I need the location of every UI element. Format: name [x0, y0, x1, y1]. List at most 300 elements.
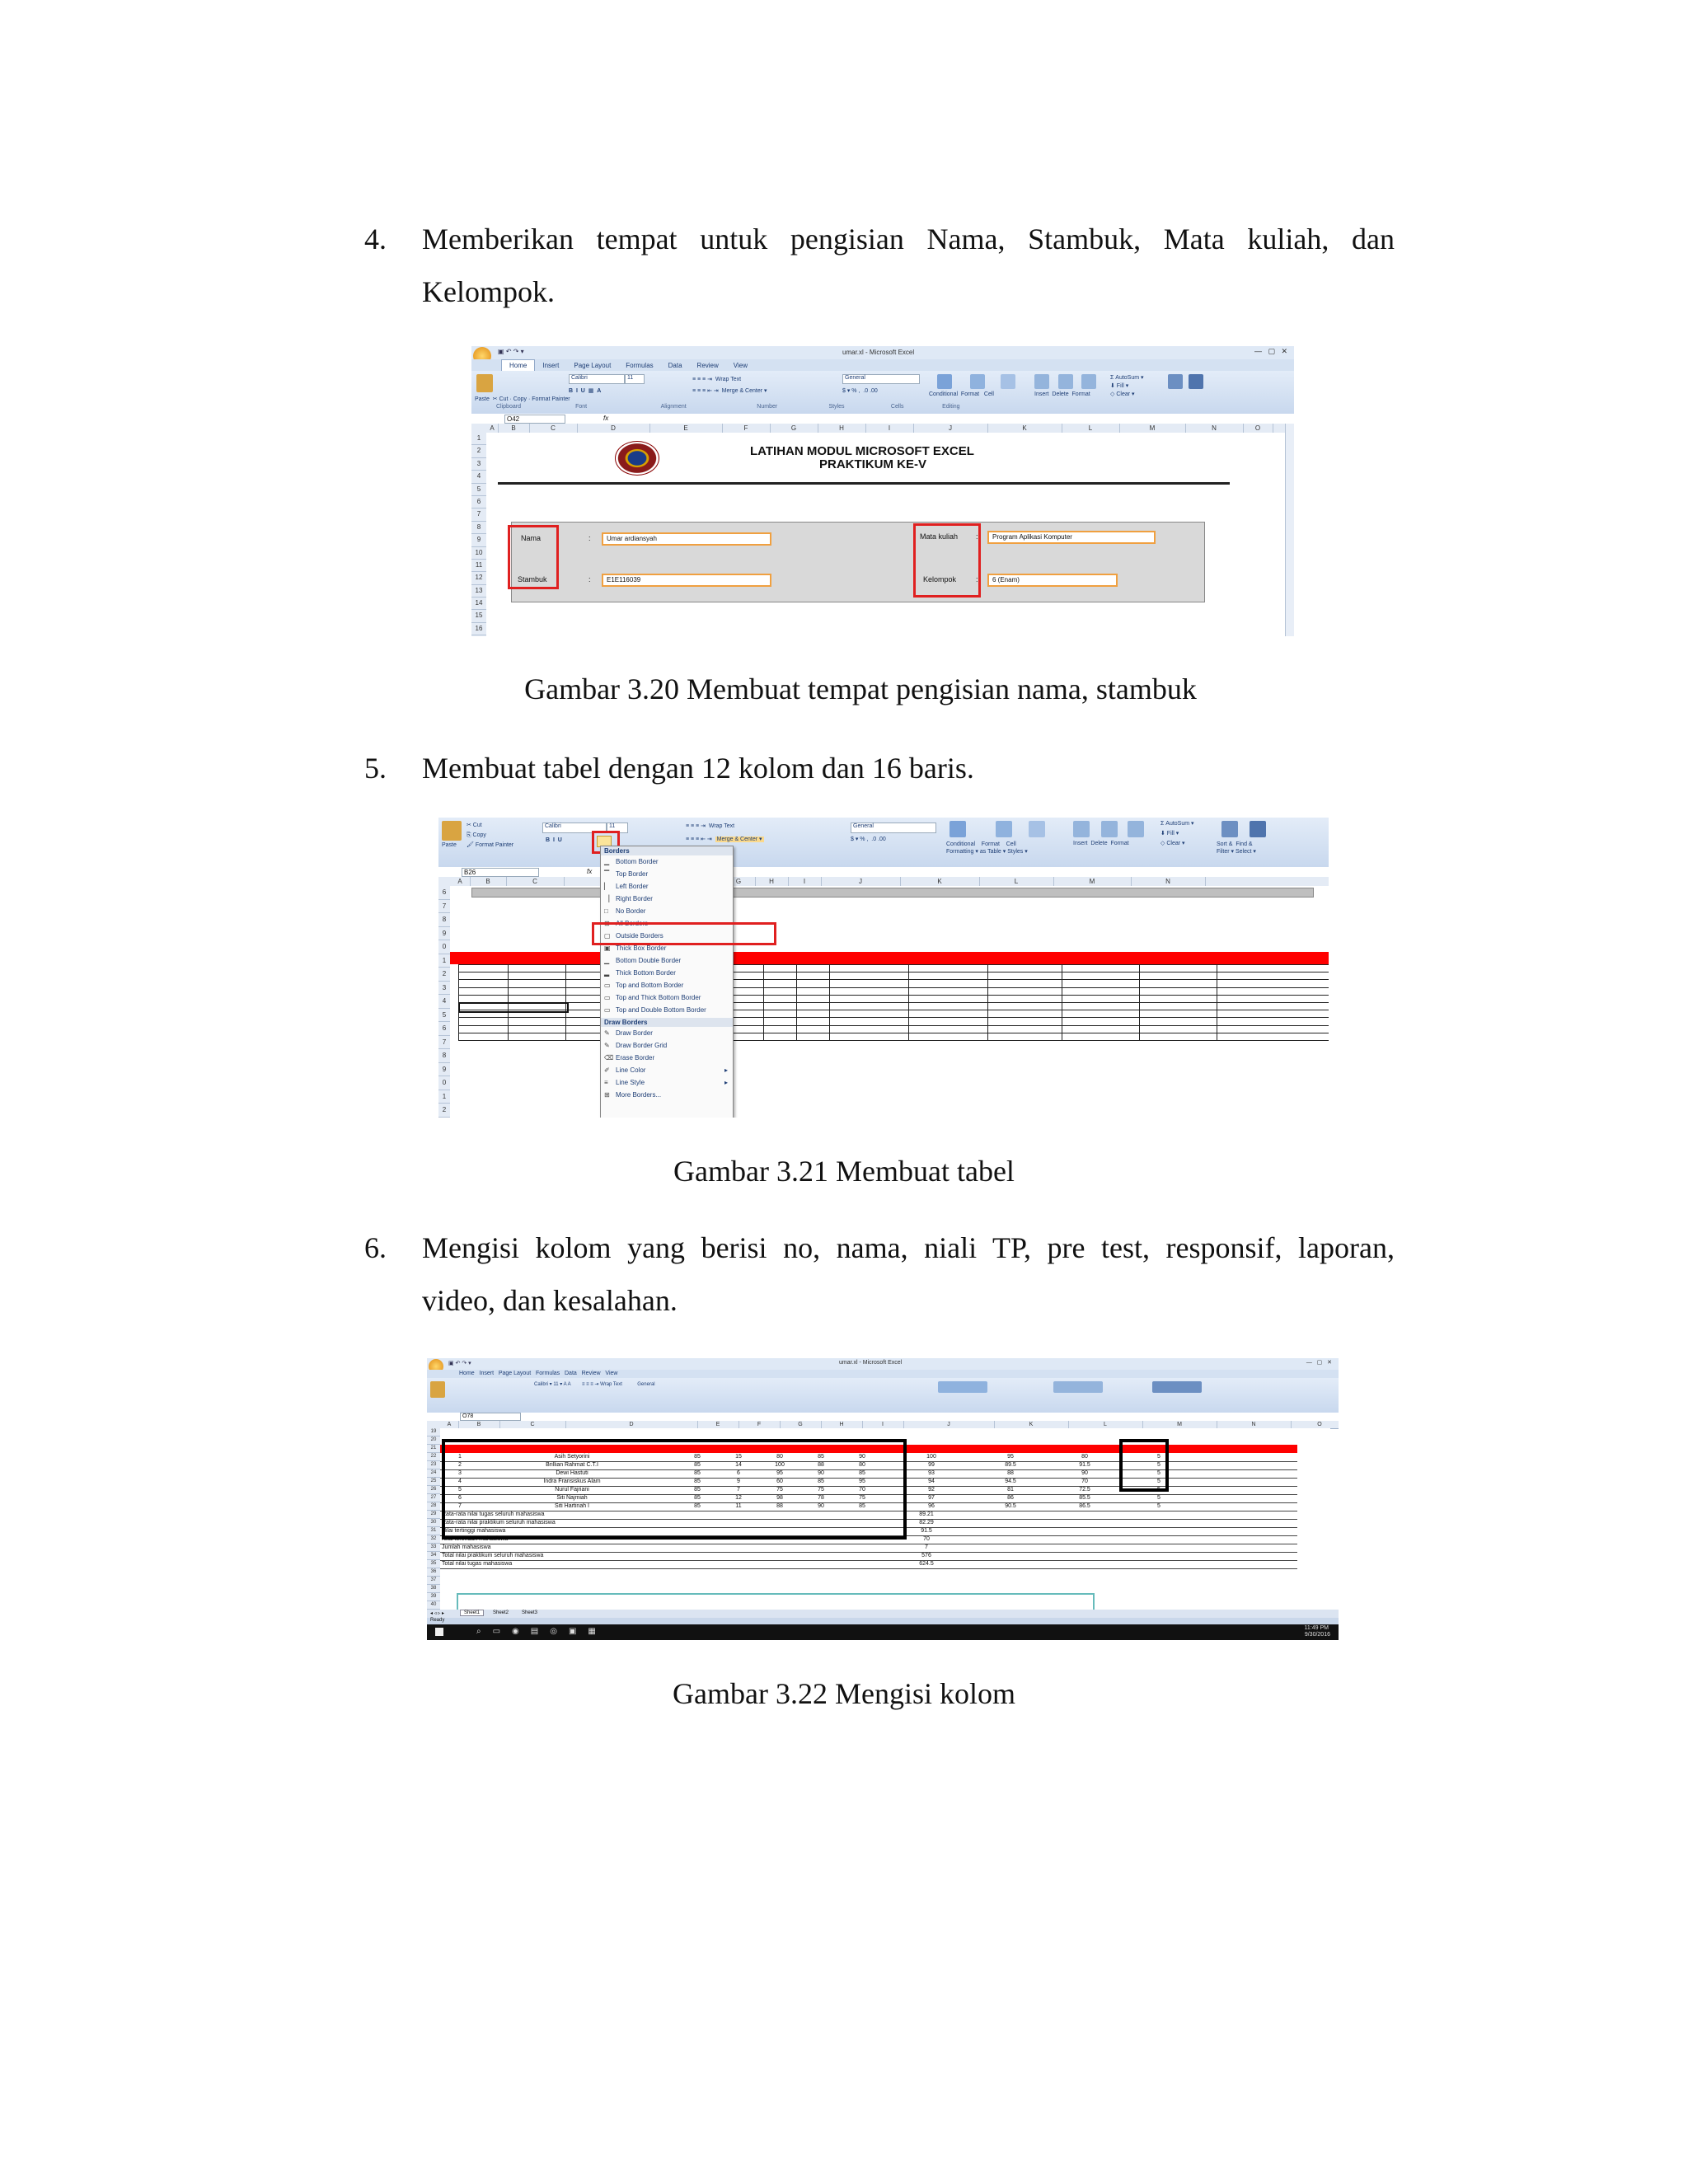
row-header[interactable]: 29	[427, 1511, 440, 1519]
summary-value[interactable]: 576	[921, 1553, 931, 1558]
column-header[interactable]: N	[1131, 877, 1206, 886]
cell-no[interactable]: 7	[458, 1503, 462, 1509]
font-size-box[interactable]: 11	[607, 823, 628, 833]
row-header[interactable]: 31	[427, 1527, 440, 1535]
column-header[interactable]: L	[979, 877, 1054, 886]
cell-value[interactable]: 85	[818, 1454, 824, 1460]
summary-label[interactable]: Jumlah mahasiswa	[442, 1544, 491, 1550]
cell-no[interactable]: 5	[458, 1487, 462, 1493]
tab-home[interactable]: Home	[501, 359, 535, 372]
sheet-tab-1[interactable]: Sheet1	[460, 1610, 484, 1616]
cell-value[interactable]: 72.5	[1079, 1487, 1090, 1493]
grid-line	[908, 964, 909, 1040]
column-header[interactable]: L	[1062, 424, 1120, 433]
menu-item-right-border[interactable]	[601, 893, 733, 905]
sheet-tab-3[interactable]: Sheet3	[522, 1610, 538, 1615]
column-header[interactable]: C	[499, 1421, 566, 1428]
editing-commands[interactable]: Σ AutoSum ▾ ⬇ Fill ▾ ◇ Clear ▾	[1160, 821, 1194, 846]
clear-button[interactable]: ◇ Clear ▾	[1110, 391, 1135, 397]
tab-formulas[interactable]: Formulas	[626, 362, 654, 369]
column-header[interactable]: B	[470, 877, 507, 886]
quick-access-icons[interactable]: ▣ ↶ ↷ ▾	[498, 348, 524, 355]
column-header[interactable]: B	[458, 1421, 500, 1428]
row-header[interactable]: 0	[438, 1076, 450, 1090]
row-header[interactable]: 19	[427, 1428, 440, 1436]
row-header[interactable]: 1	[438, 1090, 450, 1104]
quick-access-icons[interactable]: ▣ ↶ ↷ ▾	[448, 1361, 471, 1366]
column-header[interactable]: G	[722, 877, 756, 886]
menu-item-top-and-bottom-border[interactable]	[601, 979, 733, 991]
ribbon-commands[interactable]: Calibri ▾ 11 ▾ A A ≡ ≡ ≡ ⇥ Wrap Text General	[534, 1382, 655, 1387]
cell-value[interactable]: 80	[1081, 1454, 1088, 1460]
column-header[interactable]: A	[486, 424, 499, 433]
ribbon-tab-strip[interactable]: Home Insert Page Layout Formulas Data Review View	[459, 1371, 618, 1376]
merge-center-button[interactable]: ≡ ≡ ≡ ⇤ ⇥ Merge & Center ▾	[686, 837, 762, 842]
cell-value[interactable]: 96	[928, 1503, 935, 1509]
cell-value[interactable]: 85	[818, 1479, 824, 1484]
sort-filter-icon[interactable]	[1168, 374, 1183, 389]
menu-item-no-border[interactable]	[601, 905, 733, 917]
selected-cell[interactable]	[458, 1002, 569, 1013]
taskbar-apps[interactable]: ⌕▭◉▤◎▣▦	[476, 1627, 607, 1636]
menu-item-top-border[interactable]	[601, 868, 733, 880]
cell-value[interactable]: 85	[859, 1503, 865, 1509]
column-header[interactable]: F	[722, 424, 771, 433]
row-header[interactable]: 16	[471, 623, 486, 635]
column-header[interactable]: J	[903, 1421, 995, 1428]
column-header[interactable]: D	[565, 1421, 698, 1428]
font-size-box[interactable]: 11	[625, 374, 645, 384]
column-header[interactable]: E	[697, 1421, 739, 1428]
column-header[interactable]: H	[755, 877, 789, 886]
column-header[interactable]: O	[1291, 1421, 1339, 1428]
tab-view[interactable]: View	[733, 362, 748, 369]
find-select-icon[interactable]	[1189, 374, 1203, 389]
column-header[interactable]: H	[818, 424, 866, 433]
row-header[interactable]: 9	[438, 1063, 450, 1077]
cell-value[interactable]: 85	[859, 1470, 865, 1476]
row-header[interactable]: 6	[438, 886, 450, 900]
vertical-scrollbar[interactable]	[1285, 424, 1294, 636]
window-controls[interactable]: — ▢ ✕	[1306, 1360, 1332, 1366]
cell-value[interactable]: 80	[776, 1454, 783, 1460]
cell-value[interactable]: 15	[735, 1454, 742, 1460]
format-cells-icon[interactable]	[1128, 821, 1144, 837]
cell-value[interactable]: 95	[776, 1470, 783, 1476]
fill-button[interactable]: ⬇ Fill ▾	[1110, 383, 1129, 389]
summary-label[interactable]: Rata-rata nilai tugas seluruh mahasiswa	[442, 1511, 545, 1517]
cell-value[interactable]: 85	[694, 1479, 701, 1484]
window-title: umar.xl - Microsoft Excel	[842, 349, 915, 356]
column-header[interactable]: B	[498, 424, 530, 433]
styles-icons[interactable]	[938, 1381, 987, 1393]
cell-nama[interactable]: Brillian Rahmat C.T.I	[546, 1462, 598, 1468]
column-header[interactable]: J	[821, 877, 901, 886]
alignment-buttons-2[interactable]: ≡ ≡ ≡ ⇤ ⇥ Merge & Center ▾	[692, 388, 767, 394]
cell-value[interactable]: 81	[1007, 1487, 1014, 1493]
cell-nama[interactable]: Siti Najmiah	[556, 1495, 588, 1501]
row-header[interactable]: 13	[471, 585, 486, 598]
font-name-box[interactable]: Calibri	[569, 374, 625, 384]
row-header[interactable]: 27	[427, 1494, 440, 1502]
cell-value[interactable]: 100	[775, 1462, 785, 1468]
row-header[interactable]: 12	[471, 572, 486, 584]
cell-value[interactable]: 98	[776, 1495, 783, 1501]
border-style-icon: ▔	[604, 870, 610, 878]
editing-icons[interactable]	[1152, 1381, 1202, 1393]
row-header[interactable]: 22	[427, 1453, 440, 1461]
column-header[interactable]: K	[900, 877, 980, 886]
cell-value[interactable]: 5	[1157, 1495, 1160, 1501]
row-header[interactable]: 40	[427, 1601, 440, 1610]
delete-cells-icon[interactable]	[1058, 374, 1073, 389]
fx-icon: fx	[587, 868, 593, 875]
format-table-icon[interactable]	[996, 821, 1012, 837]
clipboard-commands[interactable]: Paste ✂ Cut · Copy · Format Painter	[475, 396, 570, 402]
menu-item-draw-border-grid[interactable]	[601, 1039, 733, 1052]
cell-value[interactable]: 89.5	[1005, 1462, 1016, 1468]
window-controls[interactable]: — ▢ ✕	[1254, 347, 1287, 355]
row-header[interactable]: 1	[471, 433, 486, 445]
row-header[interactable]: 4	[471, 471, 486, 483]
cell-value[interactable]: 75	[859, 1495, 865, 1501]
cells-labels[interactable]: Insert Delete Format	[1073, 841, 1129, 846]
column-header[interactable]: C	[529, 424, 578, 433]
cell-value[interactable]: 70	[1081, 1479, 1088, 1484]
find-select-icon[interactable]	[1250, 821, 1266, 837]
cell-no[interactable]: 1	[458, 1454, 462, 1460]
row-header[interactable]: 7	[471, 509, 486, 521]
column-header[interactable]: N	[1185, 424, 1244, 433]
summary-label[interactable]: Nilai tertinggi mahasiswa	[442, 1528, 506, 1534]
cell-value[interactable]: 88	[776, 1503, 783, 1509]
column-header[interactable]: I	[862, 1421, 904, 1428]
cell-value[interactable]: 5	[1157, 1487, 1160, 1493]
menu-item-label: Line Style	[616, 1079, 645, 1086]
submenu-arrow-icon: ▸	[724, 1079, 728, 1086]
row-header[interactable]: 28	[427, 1502, 440, 1511]
step-text-line2: video, dan kesalahan.	[422, 1284, 678, 1317]
column-header[interactable]: K	[987, 424, 1062, 433]
row-header[interactable]: 15	[471, 610, 486, 622]
cell-value[interactable]: 88	[1007, 1470, 1014, 1476]
sort-find-labels[interactable]: Sort & Find & Filter ▾ Select ▾	[1217, 841, 1256, 855]
cell-value[interactable]: 80	[859, 1462, 865, 1468]
title-bar	[427, 1358, 1339, 1370]
border-style-icon: ▁	[604, 957, 610, 964]
tab-insert[interactable]: Insert	[542, 362, 560, 369]
conditional-formatting-icon[interactable]	[937, 374, 952, 389]
cell-value[interactable]: 75	[776, 1487, 783, 1493]
number-buttons[interactable]: $ ▾ % , .0 .00	[842, 388, 878, 394]
row-header[interactable]: 35	[427, 1560, 440, 1568]
column-header[interactable]: K	[994, 1421, 1069, 1428]
cell-value[interactable]: 5	[1157, 1454, 1160, 1460]
menu-item-line-style[interactable]	[601, 1076, 733, 1089]
font-style-buttons[interactable]: B I U ▦ A	[569, 388, 602, 394]
tab-page-layout[interactable]: Page Layout	[574, 362, 612, 369]
cell-value[interactable]: 7	[737, 1487, 740, 1493]
cell-value[interactable]: 5	[1157, 1470, 1160, 1476]
column-header[interactable]: D	[577, 424, 650, 433]
row-header[interactable]: 23	[427, 1461, 440, 1469]
column-header[interactable]: M	[1142, 1421, 1217, 1428]
cell-no[interactable]: 6	[458, 1495, 462, 1501]
row-header[interactable]: 4	[438, 995, 450, 1009]
tab-review[interactable]: Review	[696, 362, 719, 369]
row-header[interactable]: 7	[438, 1036, 450, 1050]
cell-value[interactable]: 5	[1157, 1479, 1160, 1484]
cell-value[interactable]: 6	[737, 1470, 740, 1476]
summary-label[interactable]: Nilai terendah mahasiswa	[442, 1536, 509, 1542]
styles-labels[interactable]: Conditional Format Cell Formatting ▾ as Table ▾ Styles ▾	[946, 841, 1028, 855]
draw-tool-icon: ≡	[604, 1079, 608, 1086]
cell-no[interactable]: 4	[458, 1479, 462, 1484]
row-header[interactable]: 10	[471, 547, 486, 560]
paste-icon[interactable]	[476, 374, 493, 392]
cell-value[interactable]: 78	[818, 1495, 824, 1501]
stambuk-field[interactable]: E1E116039	[602, 574, 771, 587]
cell-nama[interactable]: Siti Hartinah I	[554, 1503, 590, 1509]
cell-value[interactable]: 75	[818, 1487, 824, 1493]
cell-no[interactable]: 2	[458, 1462, 462, 1468]
cell-value[interactable]: 94	[928, 1479, 935, 1484]
cell-nama[interactable]: Asih Setyorini	[554, 1454, 590, 1460]
format-table-icon[interactable]	[970, 374, 985, 389]
matkul-field[interactable]: Program Aplikasi Komputer	[987, 531, 1156, 544]
delete-cells-icon[interactable]	[1101, 821, 1118, 837]
cell-nama[interactable]: Dewi Hastuti	[556, 1470, 588, 1476]
row-header[interactable]: 2	[471, 445, 486, 457]
column-header[interactable]: A	[440, 1421, 459, 1428]
column-header[interactable]: G	[770, 424, 818, 433]
row-header[interactable]: 24	[427, 1469, 440, 1478]
row-header[interactable]: 26	[427, 1486, 440, 1494]
menu-item-thick-bottom-border[interactable]	[601, 967, 733, 979]
sheet-area	[450, 886, 1329, 1118]
cell-value[interactable]: 94.5	[1005, 1479, 1016, 1484]
summary-value[interactable]: 7	[925, 1544, 928, 1550]
cell-value[interactable]: 86	[1007, 1495, 1014, 1501]
caption-fig21: Gambar 3.21 Membuat tabel	[673, 1155, 1015, 1188]
menu-item-bottom-border[interactable]	[601, 855, 733, 868]
menu-item-top-and-double-bottom-border[interactable]	[601, 1004, 733, 1016]
column-header[interactable]: G	[780, 1421, 822, 1428]
name-box[interactable]: B26	[462, 868, 539, 877]
row-header[interactable]: 20	[427, 1436, 440, 1445]
summary-value[interactable]: 82.29	[919, 1520, 934, 1526]
row-header[interactable]: 25	[427, 1478, 440, 1486]
number-buttons[interactable]: $ ▾ % , .0 .00	[851, 837, 886, 842]
column-header[interactable]: F	[738, 1421, 781, 1428]
row-header[interactable]: 11	[471, 560, 486, 572]
cell-value[interactable]: 86.5	[1079, 1503, 1090, 1509]
cell-nama[interactable]: Nurul Fajriani	[555, 1487, 589, 1493]
paste-label: Paste	[442, 842, 457, 848]
cell-value[interactable]: 92	[928, 1487, 935, 1493]
column-header[interactable]: M	[1119, 424, 1186, 433]
cell-value[interactable]: 85.5	[1079, 1495, 1090, 1501]
row-header[interactable]: 36	[427, 1568, 440, 1577]
cell-value[interactable]: 100	[926, 1454, 936, 1460]
grid-line	[796, 964, 797, 1040]
step-number: 6.	[364, 1231, 387, 1264]
menu-item-erase-border[interactable]	[601, 1052, 733, 1064]
summary-label[interactable]: Total nilai praktikum seluruh mahasiswa	[442, 1553, 544, 1558]
cell-styles-icon[interactable]	[1029, 821, 1045, 837]
nama-field[interactable]: Umar ardiansyah	[602, 532, 771, 546]
menu-item-top-and-thick-bottom-border[interactable]	[601, 991, 733, 1004]
summary-value[interactable]: 70	[923, 1536, 930, 1542]
row-header[interactable]: 6	[471, 496, 486, 509]
cell-value[interactable]: 91.5	[1079, 1462, 1090, 1468]
column-header[interactable]: N	[1217, 1421, 1292, 1428]
caption-fig20: Gambar 3.20 Membuat tempat pengisian nama, stambuk	[524, 673, 1197, 705]
row-header[interactable]: 2	[438, 968, 450, 982]
row-header[interactable]: 3	[438, 982, 450, 996]
column-header[interactable]: A	[450, 877, 471, 886]
column-header[interactable]: I	[788, 877, 822, 886]
cells-icons[interactable]	[1053, 1381, 1103, 1393]
cell-value[interactable]: 85	[694, 1454, 701, 1460]
cell-value[interactable]: 5	[1157, 1503, 1160, 1509]
row-header[interactable]: 21	[427, 1445, 440, 1453]
cell-value[interactable]: 93	[928, 1470, 935, 1476]
cell-value[interactable]: 85	[694, 1470, 701, 1476]
cell-value[interactable]: 60	[776, 1479, 783, 1484]
format-cells-icon[interactable]	[1081, 374, 1096, 389]
cell-value[interactable]: 99	[928, 1462, 935, 1468]
row-headers	[438, 886, 451, 1118]
row-header[interactable]: 8	[438, 1049, 450, 1063]
cell-value[interactable]: 95	[1007, 1454, 1014, 1460]
summary-value[interactable]: 89.21	[919, 1511, 934, 1517]
sort-filter-icon[interactable]	[1221, 821, 1238, 837]
cells-labels[interactable]: Insert Delete Format	[1034, 391, 1090, 397]
column-header[interactable]: M	[1053, 877, 1132, 886]
cell-value[interactable]: 9	[737, 1479, 740, 1484]
row-header[interactable]: 5	[438, 1009, 450, 1023]
row-header[interactable]: 38	[427, 1585, 440, 1593]
cell-value[interactable]: 90	[818, 1470, 824, 1476]
row-header[interactable]: 9	[471, 534, 486, 546]
tab-data[interactable]: Data	[668, 362, 682, 369]
column-header[interactable]: E	[649, 424, 723, 433]
menu-item-left-border[interactable]	[601, 880, 733, 893]
row-header[interactable]: 9	[438, 927, 450, 941]
cell-value[interactable]: 97	[928, 1495, 935, 1501]
menu-item-draw-border[interactable]	[601, 1027, 733, 1039]
clipboard-commands[interactable]: ✂ Cut ⎘ Copy 🖌 Format Painter	[467, 823, 514, 848]
number-format-box[interactable]: General	[851, 823, 936, 833]
cell-value[interactable]: 88	[818, 1462, 824, 1468]
row-header[interactable]: 1	[438, 954, 450, 968]
column-header[interactable]: I	[865, 424, 914, 433]
number-format-box[interactable]: General	[842, 374, 920, 384]
menu-item-more-borders[interactable]	[601, 1089, 733, 1101]
row-header[interactable]: 7	[438, 900, 450, 914]
column-header[interactable]: O	[1243, 424, 1273, 433]
column-header[interactable]: H	[821, 1421, 863, 1428]
row-header[interactable]: 3	[471, 458, 486, 471]
name-box[interactable]: O78	[460, 1413, 521, 1421]
cell-value[interactable]: 85	[694, 1462, 701, 1468]
row-header[interactable]: 5	[471, 484, 486, 496]
row-header[interactable]: 8	[438, 913, 450, 927]
column-header[interactable]: L	[1068, 1421, 1143, 1428]
cell-value[interactable]: 95	[859, 1479, 865, 1484]
row-header[interactable]: 6	[438, 1022, 450, 1036]
cell-value[interactable]: 85	[694, 1495, 701, 1501]
start-icon[interactable]	[435, 1628, 443, 1636]
column-header[interactable]: C	[506, 877, 565, 886]
menu-item-label: Top and Double Bottom Border	[616, 1006, 706, 1014]
summary-value[interactable]: 91.5	[921, 1528, 932, 1534]
styles-labels[interactable]: Conditional Format Cell	[929, 391, 994, 397]
cell-value[interactable]: 70	[859, 1487, 865, 1493]
row-header[interactable]: 30	[427, 1519, 440, 1527]
paste-icon[interactable]	[442, 821, 462, 841]
cell-no[interactable]: 3	[458, 1470, 462, 1476]
autosum-button[interactable]: Σ AutoSum ▾	[1110, 375, 1144, 381]
insert-cells-icon[interactable]	[1073, 821, 1090, 837]
summary-label[interactable]: Total nilai tugas mahasiswa	[442, 1561, 513, 1567]
paste-icon[interactable]	[430, 1381, 445, 1398]
cell-value[interactable]: 85	[694, 1503, 701, 1509]
row-header[interactable]: 34	[427, 1552, 440, 1560]
alignment-buttons[interactable]: ≡ ≡ ≡ ⇥ Wrap Text	[692, 377, 742, 382]
font-style-buttons[interactable]: B I U	[546, 837, 562, 843]
sheet-nav-buttons[interactable]: ◂ ◃ ▹ ▸	[430, 1611, 445, 1616]
sheet-tab-2[interactable]: Sheet2	[493, 1610, 509, 1615]
summary-value[interactable]: 624.5	[919, 1561, 934, 1567]
alignment-buttons[interactable]: ≡ ≡ ≡ ⇥ Wrap Text	[686, 823, 735, 829]
cell-value[interactable]: 90	[1081, 1470, 1088, 1476]
row-header[interactable]: 37	[427, 1577, 440, 1585]
cell-value[interactable]: 90	[859, 1454, 865, 1460]
kelompok-field[interactable]: 6 (Enam)	[987, 574, 1118, 587]
font-name-box[interactable]: Calibri	[542, 823, 607, 833]
cell-nama[interactable]: Indra Fransiskus Alam	[543, 1479, 601, 1484]
cell-value[interactable]: 14	[735, 1462, 742, 1468]
row-header[interactable]: 32	[427, 1535, 440, 1544]
cell-value[interactable]: 12	[735, 1495, 742, 1501]
name-box[interactable]: O42	[504, 415, 565, 424]
menu-item-label: Line Color	[616, 1066, 646, 1074]
summary-label[interactable]: Rata-rata nilai praktikum seluruh mahasiswa	[442, 1520, 556, 1526]
row-header[interactable]: 0	[438, 940, 450, 954]
cell-value[interactable]: 5	[1157, 1462, 1160, 1468]
cell-value[interactable]: 90	[818, 1503, 824, 1509]
row-header[interactable]: 33	[427, 1544, 440, 1552]
insert-cells-icon[interactable]	[1034, 374, 1049, 389]
row-header[interactable]: 2	[438, 1104, 450, 1118]
row-header[interactable]: 14	[471, 598, 486, 610]
conditional-formatting-icon[interactable]	[950, 821, 966, 837]
cell-styles-icon[interactable]	[1001, 374, 1015, 389]
cell-value[interactable]: 85	[694, 1487, 701, 1493]
cell-value[interactable]: 90.5	[1005, 1503, 1016, 1509]
status-text: Ready	[430, 1618, 445, 1623]
step-text-line2: Kelompok.	[422, 275, 555, 308]
row-header[interactable]: 8	[471, 522, 486, 534]
menu-item-bottom-double-border[interactable]	[601, 954, 733, 967]
cell-value[interactable]: 11	[735, 1503, 742, 1509]
row-header[interactable]: 39	[427, 1593, 440, 1601]
grid-line	[1139, 964, 1140, 1040]
menu-item-line-color[interactable]	[601, 1064, 733, 1076]
column-header[interactable]: J	[913, 424, 988, 433]
